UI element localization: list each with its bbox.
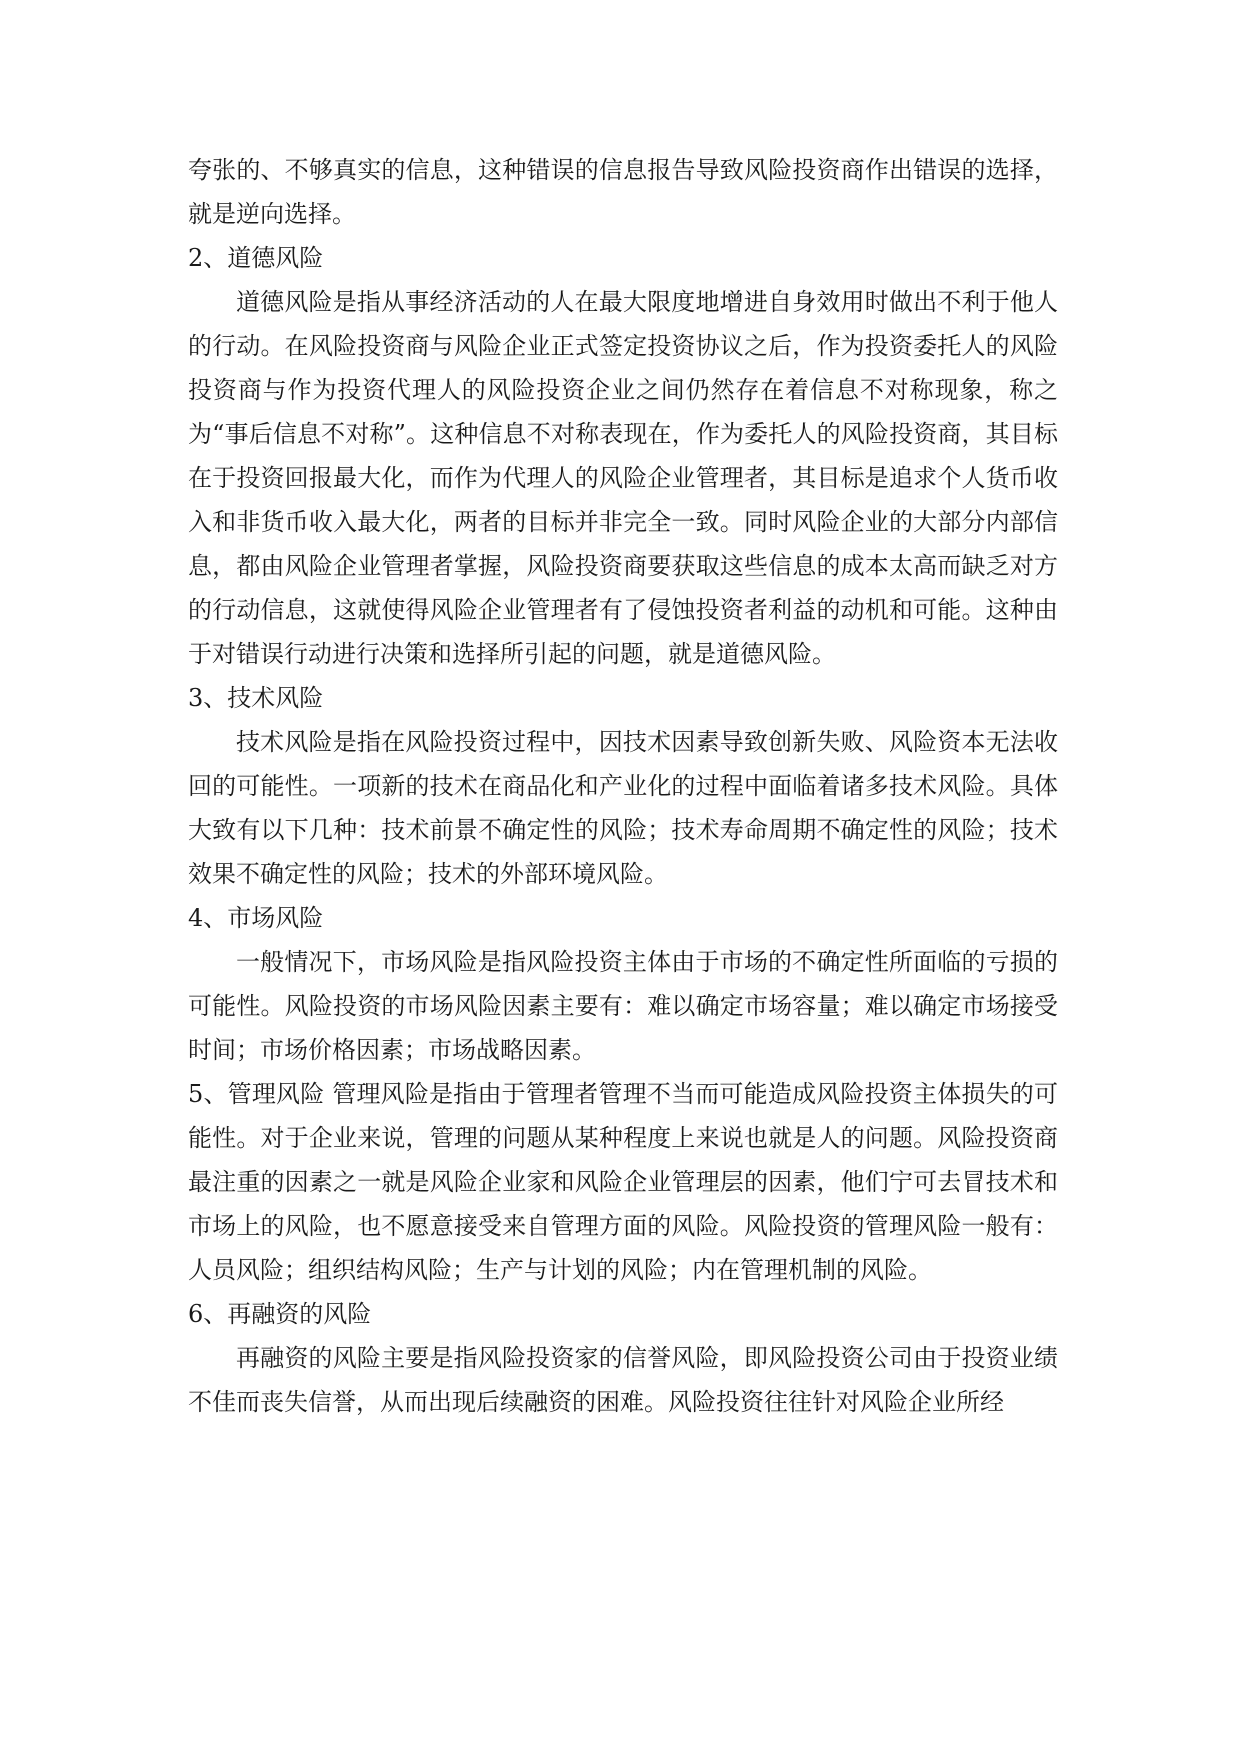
document-body — [188, 148, 1058, 1424]
paragraph-continuation: 夸张的、不够真实的信息，这种错误的信息报告导致风险投资商作出错误的选择，就是逆向选择。 — [188, 156, 1058, 228]
section-heading-moral-risk: 2、道德风险 — [188, 244, 324, 272]
paragraph-technical-risk: 技术风险是指在风险投资过程中，因技术因素导致创新失败、风险资本无法收回的可能性。一项新的技术在商品化和产业化的过程中面临着诸多技术风险。具体大致有以下几种：技术前景不确定性的风险；技术寿命周期不确定性的风险；技术效果不确定性的风险；技术的外部环境风险。 — [188, 728, 1058, 888]
section-heading-refinancing-risk: 6、再融资的风险 — [188, 1300, 372, 1328]
paragraph-moral-risk: 道德风险是指从事经济活动的人在最大限度地增进自身效用时做出不利于他人的行动。在风险投资商与风险企业正式签定投资协议之后，作为投资委托人的风险投资商与作为投资代理人的风险投资企业之间仍然存在着信息不对称现象，称之为“事后信息不对称”。这种信息不对称表现在，作为委托人的风险投资商，其目标在于投资回报最大化，而作为代理人的风险企业管理者，其目标是追求个人货币收入和非货币收入最大化，两者的目标并非完全一致。同时风险企业的大部分内部信息，都由风险企业管理者掌握，风险投资商要获取这些信息的成本太高而缺乏对方的行动信息，这就使得风险企业管理者有了侵蚀投资者利益的动机和可能。这种由于对错误行动进行决策和选择所引起的问题，就是道德风险。 — [188, 288, 1058, 668]
section-heading-technical-risk: 3、技术风险 — [188, 684, 324, 712]
paragraph-management-risk: 5、管理风险 管理风险是指由于管理者管理不当而可能造成风险投资主体损失的可能性。对于企业来说，管理的问题从某种程度上来说也就是人的问题。风险投资商最注重的因素之一就是风险企业家和风险企业管理层的因素，他们宁可去冒技术和市场上的风险，也不愿意接受来自管理方面的风险。风险投资的管理风险一般有：人员风险；组织结构风险；生产与计划的风险；内在管理机制的风险。 — [188, 1080, 1058, 1284]
paragraph-market-risk: 一般情况下，市场风险是指风险投资主体由于市场的不确定性所面临的亏损的可能性。风险投资的市场风险因素主要有：难以确定市场容量；难以确定市场接受时间；市场价格因素；市场战略因素。 — [188, 948, 1058, 1064]
section-heading-market-risk: 4、市场风险 — [188, 904, 324, 932]
paragraph-refinancing-risk: 再融资的风险主要是指风险投资家的信誉风险，即风险投资公司由于投资业绩不佳而丧失信誉，从而出现后续融资的困难。风险投资往往针对风险企业所经 — [188, 1344, 1058, 1416]
